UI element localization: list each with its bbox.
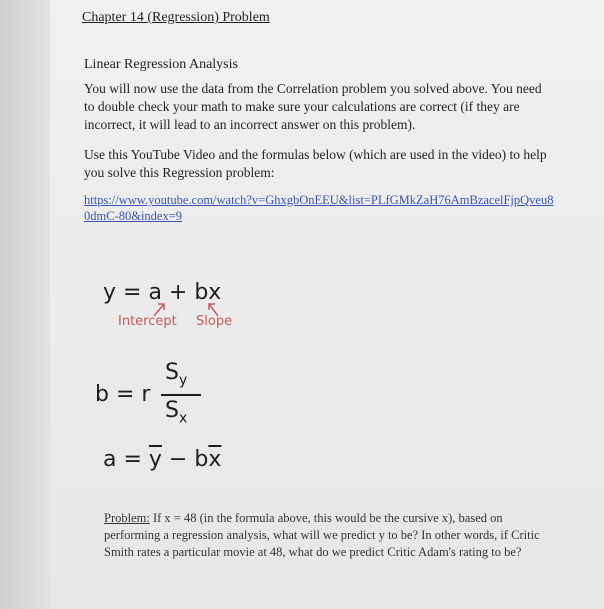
denominator-symbol: S: [165, 398, 179, 423]
problem-label: Problem:: [104, 511, 150, 525]
intercept-formula: [103, 447, 221, 472]
slope-formula-lhs: b = r: [95, 382, 151, 407]
y-bar: $\overline{y}$: [148, 447, 162, 472]
intercept-formula-lhs: a =: [103, 447, 149, 472]
left-margin: [0, 0, 50, 609]
fraction-bar: [161, 394, 201, 396]
numerator-subscript: y: [178, 372, 188, 389]
section-heading: Linear Regression Analysis: [84, 57, 238, 72]
youtube-link[interactable]: https://www.youtube.com/watch?v=GhxgbOnEEU&list=PLfGMkZaH76AmBzacelFjpQveu80dmC-80&index=9: [84, 193, 554, 223]
problem-text: [104, 510, 544, 561]
problem-body: If x = 48 (in the formula above, this would be the cursive x), based on performing a regression analysis, what will we predict y to be? In other words, if Critic Smith rates a particular movie at 48, what do we predict Critic Adam's rating to be?: [104, 511, 540, 559]
numerator-symbol: S: [165, 360, 179, 385]
slope-label: Slope: [196, 314, 233, 329]
regression-equation: y = a + bx: [103, 280, 222, 305]
page-title: Chapter 14 (Regression) Problem: [82, 10, 270, 25]
instruction-paragraph: You will now use the data from the Correlation problem you solved above. You need to double check your math to make sure your calculations are correct (if they are incorrect, it will lead to an incorrect answer on this problem).: [84, 81, 542, 132]
denominator-subscript: x: [178, 410, 188, 427]
intercept-formula-mid: − b: [161, 447, 209, 472]
slope-numerator: [165, 360, 187, 388]
slope-denominator: [165, 398, 187, 426]
slope-formula: [95, 360, 235, 430]
intercept-label: Intercept: [118, 314, 177, 329]
video-instruction-paragraph: Use this YouTube Video and the formulas below (which are used in the video) to help you solve this Regression problem:: [84, 147, 547, 180]
x-bar: $\overline{x}$: [208, 447, 222, 472]
